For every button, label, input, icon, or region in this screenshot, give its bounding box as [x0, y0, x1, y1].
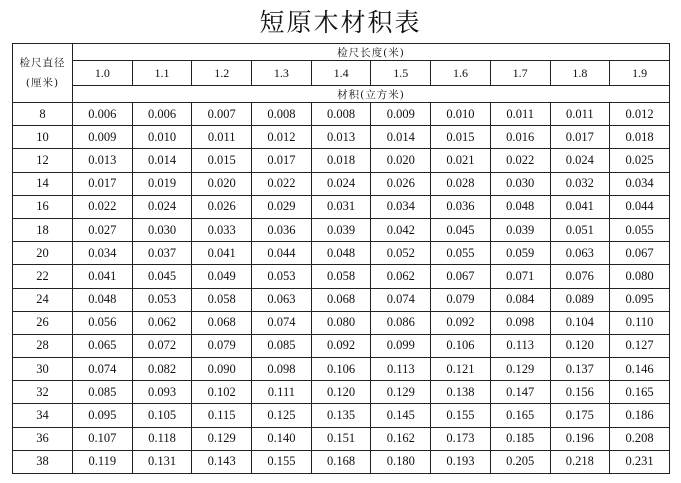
volume-cell: 0.014	[132, 149, 192, 172]
volume-cell: 0.118	[132, 427, 192, 450]
diameter-cell: 12	[13, 149, 73, 172]
volume-cell: 0.044	[610, 195, 670, 218]
volume-cell: 0.036	[431, 195, 491, 218]
volume-cell: 0.196	[550, 427, 610, 450]
table-row	[13, 218, 670, 241]
volume-cell: 0.016	[490, 126, 550, 149]
length-value: 1.7	[490, 61, 550, 86]
diameter-header: 检尺直径(厘米)	[13, 44, 73, 103]
length-value: 1.0	[73, 61, 133, 86]
diameter-cell: 32	[13, 381, 73, 404]
table-row	[13, 149, 670, 172]
volume-cell: 0.074	[252, 311, 312, 334]
volume-cell: 0.085	[73, 381, 133, 404]
volume-cell: 0.110	[610, 311, 670, 334]
volume-cell: 0.010	[431, 103, 491, 126]
table-row	[13, 265, 670, 288]
volume-cell: 0.146	[610, 358, 670, 381]
volume-cell: 0.168	[311, 450, 371, 473]
volume-cell: 0.107	[73, 427, 133, 450]
table-row	[13, 427, 670, 450]
volume-cell: 0.008	[252, 103, 312, 126]
volume-cell: 0.156	[550, 381, 610, 404]
volume-cell: 0.007	[192, 103, 252, 126]
volume-cell: 0.072	[132, 334, 192, 357]
volume-cell: 0.129	[192, 427, 252, 450]
volume-cell: 0.039	[490, 218, 550, 241]
volume-cell: 0.099	[371, 334, 431, 357]
table-row	[13, 358, 670, 381]
table-body	[13, 103, 670, 474]
diameter-cell: 30	[13, 358, 73, 381]
length-value: 1.8	[550, 61, 610, 86]
diameter-cell: 34	[13, 404, 73, 427]
length-values-row	[13, 61, 670, 86]
volume-cell: 0.120	[311, 381, 371, 404]
length-value: 1.4	[311, 61, 371, 86]
volume-cell: 0.074	[371, 288, 431, 311]
volume-cell: 0.121	[431, 358, 491, 381]
volume-cell: 0.015	[431, 126, 491, 149]
volume-cell: 0.125	[252, 404, 312, 427]
volume-cell: 0.026	[371, 172, 431, 195]
volume-cell: 0.024	[550, 149, 610, 172]
volume-cell: 0.098	[252, 358, 312, 381]
volume-cell: 0.012	[610, 103, 670, 126]
volume-cell: 0.024	[132, 195, 192, 218]
volume-cell: 0.071	[490, 265, 550, 288]
volume-cell: 0.079	[192, 334, 252, 357]
volume-cell: 0.049	[192, 265, 252, 288]
volume-cell: 0.011	[490, 103, 550, 126]
diameter-cell: 8	[13, 103, 73, 126]
volume-cell: 0.093	[132, 381, 192, 404]
volume-cell: 0.062	[371, 265, 431, 288]
volume-cell: 0.113	[490, 334, 550, 357]
volume-cell: 0.053	[252, 265, 312, 288]
volume-cell: 0.056	[73, 311, 133, 334]
volume-cell: 0.058	[311, 265, 371, 288]
volume-cell: 0.014	[371, 126, 431, 149]
table-row	[13, 381, 670, 404]
volume-cell: 0.079	[431, 288, 491, 311]
volume-cell: 0.208	[610, 427, 670, 450]
volume-cell: 0.008	[311, 103, 371, 126]
volume-cell: 0.145	[371, 404, 431, 427]
table-row	[13, 334, 670, 357]
volume-cell: 0.147	[490, 381, 550, 404]
volume-cell: 0.115	[192, 404, 252, 427]
volume-cell: 0.052	[371, 242, 431, 265]
volume-cell: 0.084	[490, 288, 550, 311]
volume-cell: 0.026	[192, 195, 252, 218]
volume-cell: 0.041	[192, 242, 252, 265]
volume-cell: 0.120	[550, 334, 610, 357]
volume-cell: 0.022	[73, 195, 133, 218]
volume-cell: 0.151	[311, 427, 371, 450]
volume-cell: 0.162	[371, 427, 431, 450]
volume-cell: 0.095	[73, 404, 133, 427]
volume-cell: 0.048	[73, 288, 133, 311]
volume-cell: 0.092	[431, 311, 491, 334]
length-value: 1.3	[252, 61, 312, 86]
volume-cell: 0.024	[311, 172, 371, 195]
volume-cell: 0.033	[192, 218, 252, 241]
volume-cell: 0.104	[550, 311, 610, 334]
volume-cell: 0.030	[132, 218, 192, 241]
volume-cell: 0.129	[490, 358, 550, 381]
diameter-cell: 22	[13, 265, 73, 288]
volume-cell: 0.048	[311, 242, 371, 265]
volume-cell: 0.022	[490, 149, 550, 172]
volume-cell: 0.082	[132, 358, 192, 381]
volume-cell: 0.019	[132, 172, 192, 195]
volume-cell: 0.022	[252, 172, 312, 195]
volume-cell: 0.106	[431, 334, 491, 357]
volume-cell: 0.045	[431, 218, 491, 241]
diameter-cell: 36	[13, 427, 73, 450]
volume-cell: 0.009	[73, 126, 133, 149]
volume-cell: 0.143	[192, 450, 252, 473]
volume-cell: 0.131	[132, 450, 192, 473]
volume-cell: 0.231	[610, 450, 670, 473]
volume-cell: 0.028	[431, 172, 491, 195]
volume-cell: 0.010	[132, 126, 192, 149]
volume-cell: 0.063	[550, 242, 610, 265]
volume-cell: 0.135	[311, 404, 371, 427]
volume-cell: 0.155	[431, 404, 491, 427]
volume-cell: 0.017	[252, 149, 312, 172]
volume-cell: 0.068	[311, 288, 371, 311]
table-row	[13, 288, 670, 311]
volume-cell: 0.080	[610, 265, 670, 288]
volume-cell: 0.113	[371, 358, 431, 381]
volume-cell: 0.080	[311, 311, 371, 334]
volume-cell: 0.051	[550, 218, 610, 241]
volume-header: 材积(立方米)	[73, 86, 670, 103]
volume-cell: 0.062	[132, 311, 192, 334]
volume-cell: 0.063	[252, 288, 312, 311]
volume-cell: 0.068	[192, 311, 252, 334]
volume-cell: 0.006	[73, 103, 133, 126]
volume-cell: 0.086	[371, 311, 431, 334]
volume-cell: 0.029	[252, 195, 312, 218]
volume-cell: 0.011	[192, 126, 252, 149]
volume-cell: 0.039	[311, 218, 371, 241]
volume-cell: 0.193	[431, 450, 491, 473]
table-row	[13, 103, 670, 126]
volume-cell: 0.021	[431, 149, 491, 172]
volume-cell: 0.067	[431, 265, 491, 288]
length-value: 1.6	[431, 61, 491, 86]
volume-cell: 0.018	[610, 126, 670, 149]
volume-cell: 0.037	[132, 242, 192, 265]
volume-cell: 0.090	[192, 358, 252, 381]
volume-cell: 0.067	[610, 242, 670, 265]
volume-cell: 0.180	[371, 450, 431, 473]
volume-cell: 0.092	[311, 334, 371, 357]
volume-cell: 0.127	[610, 334, 670, 357]
length-value: 1.9	[610, 61, 670, 86]
volume-cell: 0.186	[610, 404, 670, 427]
volume-cell: 0.053	[132, 288, 192, 311]
volume-cell: 0.138	[431, 381, 491, 404]
volume-cell: 0.102	[192, 381, 252, 404]
page-title: 短原木材积表	[259, 8, 422, 37]
volume-cell: 0.034	[610, 172, 670, 195]
volume-cell: 0.140	[252, 427, 312, 450]
diameter-cell: 14	[13, 172, 73, 195]
volume-cell: 0.034	[371, 195, 431, 218]
table-row	[13, 195, 670, 218]
volume-cell: 0.085	[252, 334, 312, 357]
table-row	[13, 311, 670, 334]
length-value: 1.5	[371, 61, 431, 86]
volume-cell: 0.027	[73, 218, 133, 241]
volume-cell: 0.098	[490, 311, 550, 334]
volume-cell: 0.129	[371, 381, 431, 404]
volume-cell: 0.013	[73, 149, 133, 172]
table-row	[13, 126, 670, 149]
volume-cell: 0.095	[610, 288, 670, 311]
volume-cell: 0.074	[73, 358, 133, 381]
volume-cell: 0.041	[73, 265, 133, 288]
volume-cell: 0.119	[73, 450, 133, 473]
volume-cell: 0.017	[73, 172, 133, 195]
diameter-cell: 18	[13, 218, 73, 241]
volume-cell: 0.205	[490, 450, 550, 473]
table-row	[13, 242, 670, 265]
volume-cell: 0.045	[132, 265, 192, 288]
table-row	[13, 450, 670, 473]
diameter-cell: 28	[13, 334, 73, 357]
volume-cell: 0.048	[490, 195, 550, 218]
volume-cell: 0.034	[73, 242, 133, 265]
diameter-cell: 38	[13, 450, 73, 473]
volume-cell: 0.059	[490, 242, 550, 265]
volume-cell: 0.165	[490, 404, 550, 427]
diameter-cell: 10	[13, 126, 73, 149]
length-header: 检尺长度(米)	[73, 44, 670, 61]
volume-cell: 0.017	[550, 126, 610, 149]
volume-table	[12, 43, 670, 474]
volume-cell: 0.030	[490, 172, 550, 195]
volume-cell: 0.020	[192, 172, 252, 195]
length-value: 1.2	[192, 61, 252, 86]
volume-cell: 0.013	[311, 126, 371, 149]
volume-cell: 0.055	[610, 218, 670, 241]
volume-cell: 0.018	[311, 149, 371, 172]
volume-cell: 0.009	[371, 103, 431, 126]
volume-cell: 0.020	[371, 149, 431, 172]
volume-cell: 0.137	[550, 358, 610, 381]
volume-cell: 0.076	[550, 265, 610, 288]
volume-cell: 0.058	[192, 288, 252, 311]
volume-cell: 0.025	[610, 149, 670, 172]
diameter-cell: 26	[13, 311, 73, 334]
volume-cell: 0.111	[252, 381, 312, 404]
volume-cell: 0.036	[252, 218, 312, 241]
volume-cell: 0.042	[371, 218, 431, 241]
volume-cell: 0.106	[311, 358, 371, 381]
volume-cell: 0.055	[431, 242, 491, 265]
volume-cell: 0.173	[431, 427, 491, 450]
length-value: 1.1	[132, 61, 192, 86]
volume-cell: 0.218	[550, 450, 610, 473]
volume-cell: 0.032	[550, 172, 610, 195]
volume-cell: 0.031	[311, 195, 371, 218]
diameter-cell: 16	[13, 195, 73, 218]
volume-cell: 0.015	[192, 149, 252, 172]
volume-cell: 0.165	[610, 381, 670, 404]
volume-cell: 0.011	[550, 103, 610, 126]
diameter-cell: 20	[13, 242, 73, 265]
volume-cell: 0.006	[132, 103, 192, 126]
volume-cell: 0.175	[550, 404, 610, 427]
volume-cell: 0.041	[550, 195, 610, 218]
volume-cell: 0.185	[490, 427, 550, 450]
volume-cell: 0.044	[252, 242, 312, 265]
table-row	[13, 404, 670, 427]
volume-cell: 0.155	[252, 450, 312, 473]
diameter-cell: 24	[13, 288, 73, 311]
volume-cell: 0.105	[132, 404, 192, 427]
volume-cell: 0.012	[252, 126, 312, 149]
volume-cell: 0.065	[73, 334, 133, 357]
volume-cell: 0.089	[550, 288, 610, 311]
table-row	[13, 172, 670, 195]
